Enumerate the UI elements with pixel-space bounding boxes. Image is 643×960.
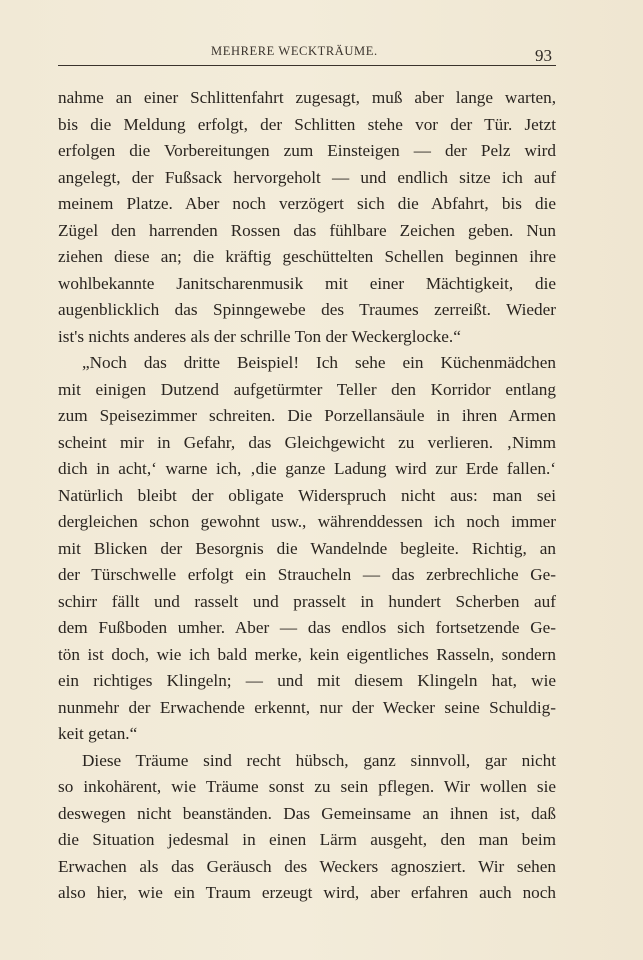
text-line: Erwachen als das Geräusch des Weckers agnosziert. Wir sehen [58, 856, 556, 876]
text-line: dich in acht,‘ warne ich, ‚die ganze Ladung wird zur Erde fallen.‘ [58, 459, 556, 478]
page-number: 93 [535, 46, 552, 65]
text-line: dem Fußboden umher. Aber — das endlos sich fortsetzende Ge- [58, 618, 556, 637]
page-header [58, 40, 556, 66]
text-line: wohlbekannte Janitscharenmusik mit einer Mächtigkeit, die [58, 273, 556, 293]
text-line: keit getan.“ [58, 724, 138, 743]
body-text [58, 85, 556, 907]
text-line: ziehen diese an; die kräftig geschüttelten Schellen beginnen ihre [58, 247, 556, 266]
header-rule [58, 65, 556, 66]
text-line: deswegen nicht beanständen. Das Gemeinsame an ihnen ist, daß [58, 803, 556, 823]
text-line: meinem Platze. Aber noch verzögert sich die Abfahrt, bis die [58, 194, 556, 213]
text-line: schirr fällt und rasselt und prasselt in hundert Scherben auf [58, 591, 556, 611]
text-line: ist's nichts anderes als der schrille Ton der Weckerglocke.“ [58, 326, 461, 346]
text-line: ein richtiges Klingeln; — und mit diesem Klingeln hat, wie [58, 671, 556, 690]
text-line: dergleichen schon gewohnt usw., währenddessen ich noch immer [58, 512, 556, 531]
text-line: nunmehr der Erwachende erkennt, nur der Wecker seine Schuldig- [58, 697, 556, 717]
text-line: zum Speisezimmer schreiten. Die Porzellansäule in ihren Armen [58, 406, 556, 425]
text-line: tön ist doch, wie ich bald merke, kein eigentliches Rasseln, sondern [58, 644, 556, 664]
text-line: „Noch das dritte Beispiel! Ich sehe ein Küchenmädchen [82, 353, 556, 372]
text-line: scheint mir in Gefahr, das Gleichgewicht zu verlieren. ‚Nimm [58, 432, 556, 452]
text-line: Diese Träume sind recht hübsch, ganz sinnvoll, gar nicht [82, 750, 556, 770]
text-line: augenblicklich das Spinngewebe des Traumes zerreißt. Wieder [58, 300, 556, 319]
text-line: die Situation jedesmal in einen Lärm ausgeht, den man beim [58, 830, 556, 849]
text-line: erfolgen die Vorbereitungen zum Einsteigen — der Pelz wird [58, 141, 556, 160]
text-line: bis die Meldung erfolgt, der Schlitten stehe vor der Tür. Jetzt [58, 114, 556, 134]
running-head: MEHRERE WECKTRÄUME. [211, 44, 378, 58]
text-line: angelegt, der Fußsack hervorgeholt — und endlich sitze ich auf [58, 167, 556, 187]
text-line: der Türschwelle erfolgt ein Straucheln — das zerbrechliche Ge- [58, 565, 556, 584]
text-line: Zügel den harrenden Rossen das fühlbare Zeichen geben. Nun [58, 220, 556, 240]
text-line: so inkohärent, wie Träume sonst zu sein pflegen. Wir wollen sie [58, 777, 556, 796]
text-line: also hier, wie ein Traum erzeugt wird, aber erfahren auch noch [58, 883, 556, 902]
text-line: Natürlich bleibt der obligate Widerspruch nicht aus: man sei [58, 485, 556, 505]
text-line: nahme an einer Schlittenfahrt zugesagt, muß aber lange warten, [58, 88, 556, 107]
text-line: mit Blicken der Besorgnis die Wandelnde begleite. Richtig, an [58, 538, 556, 558]
text-line: mit einigen Dutzend aufgetürmter Teller den Korridor entlang [58, 379, 556, 399]
